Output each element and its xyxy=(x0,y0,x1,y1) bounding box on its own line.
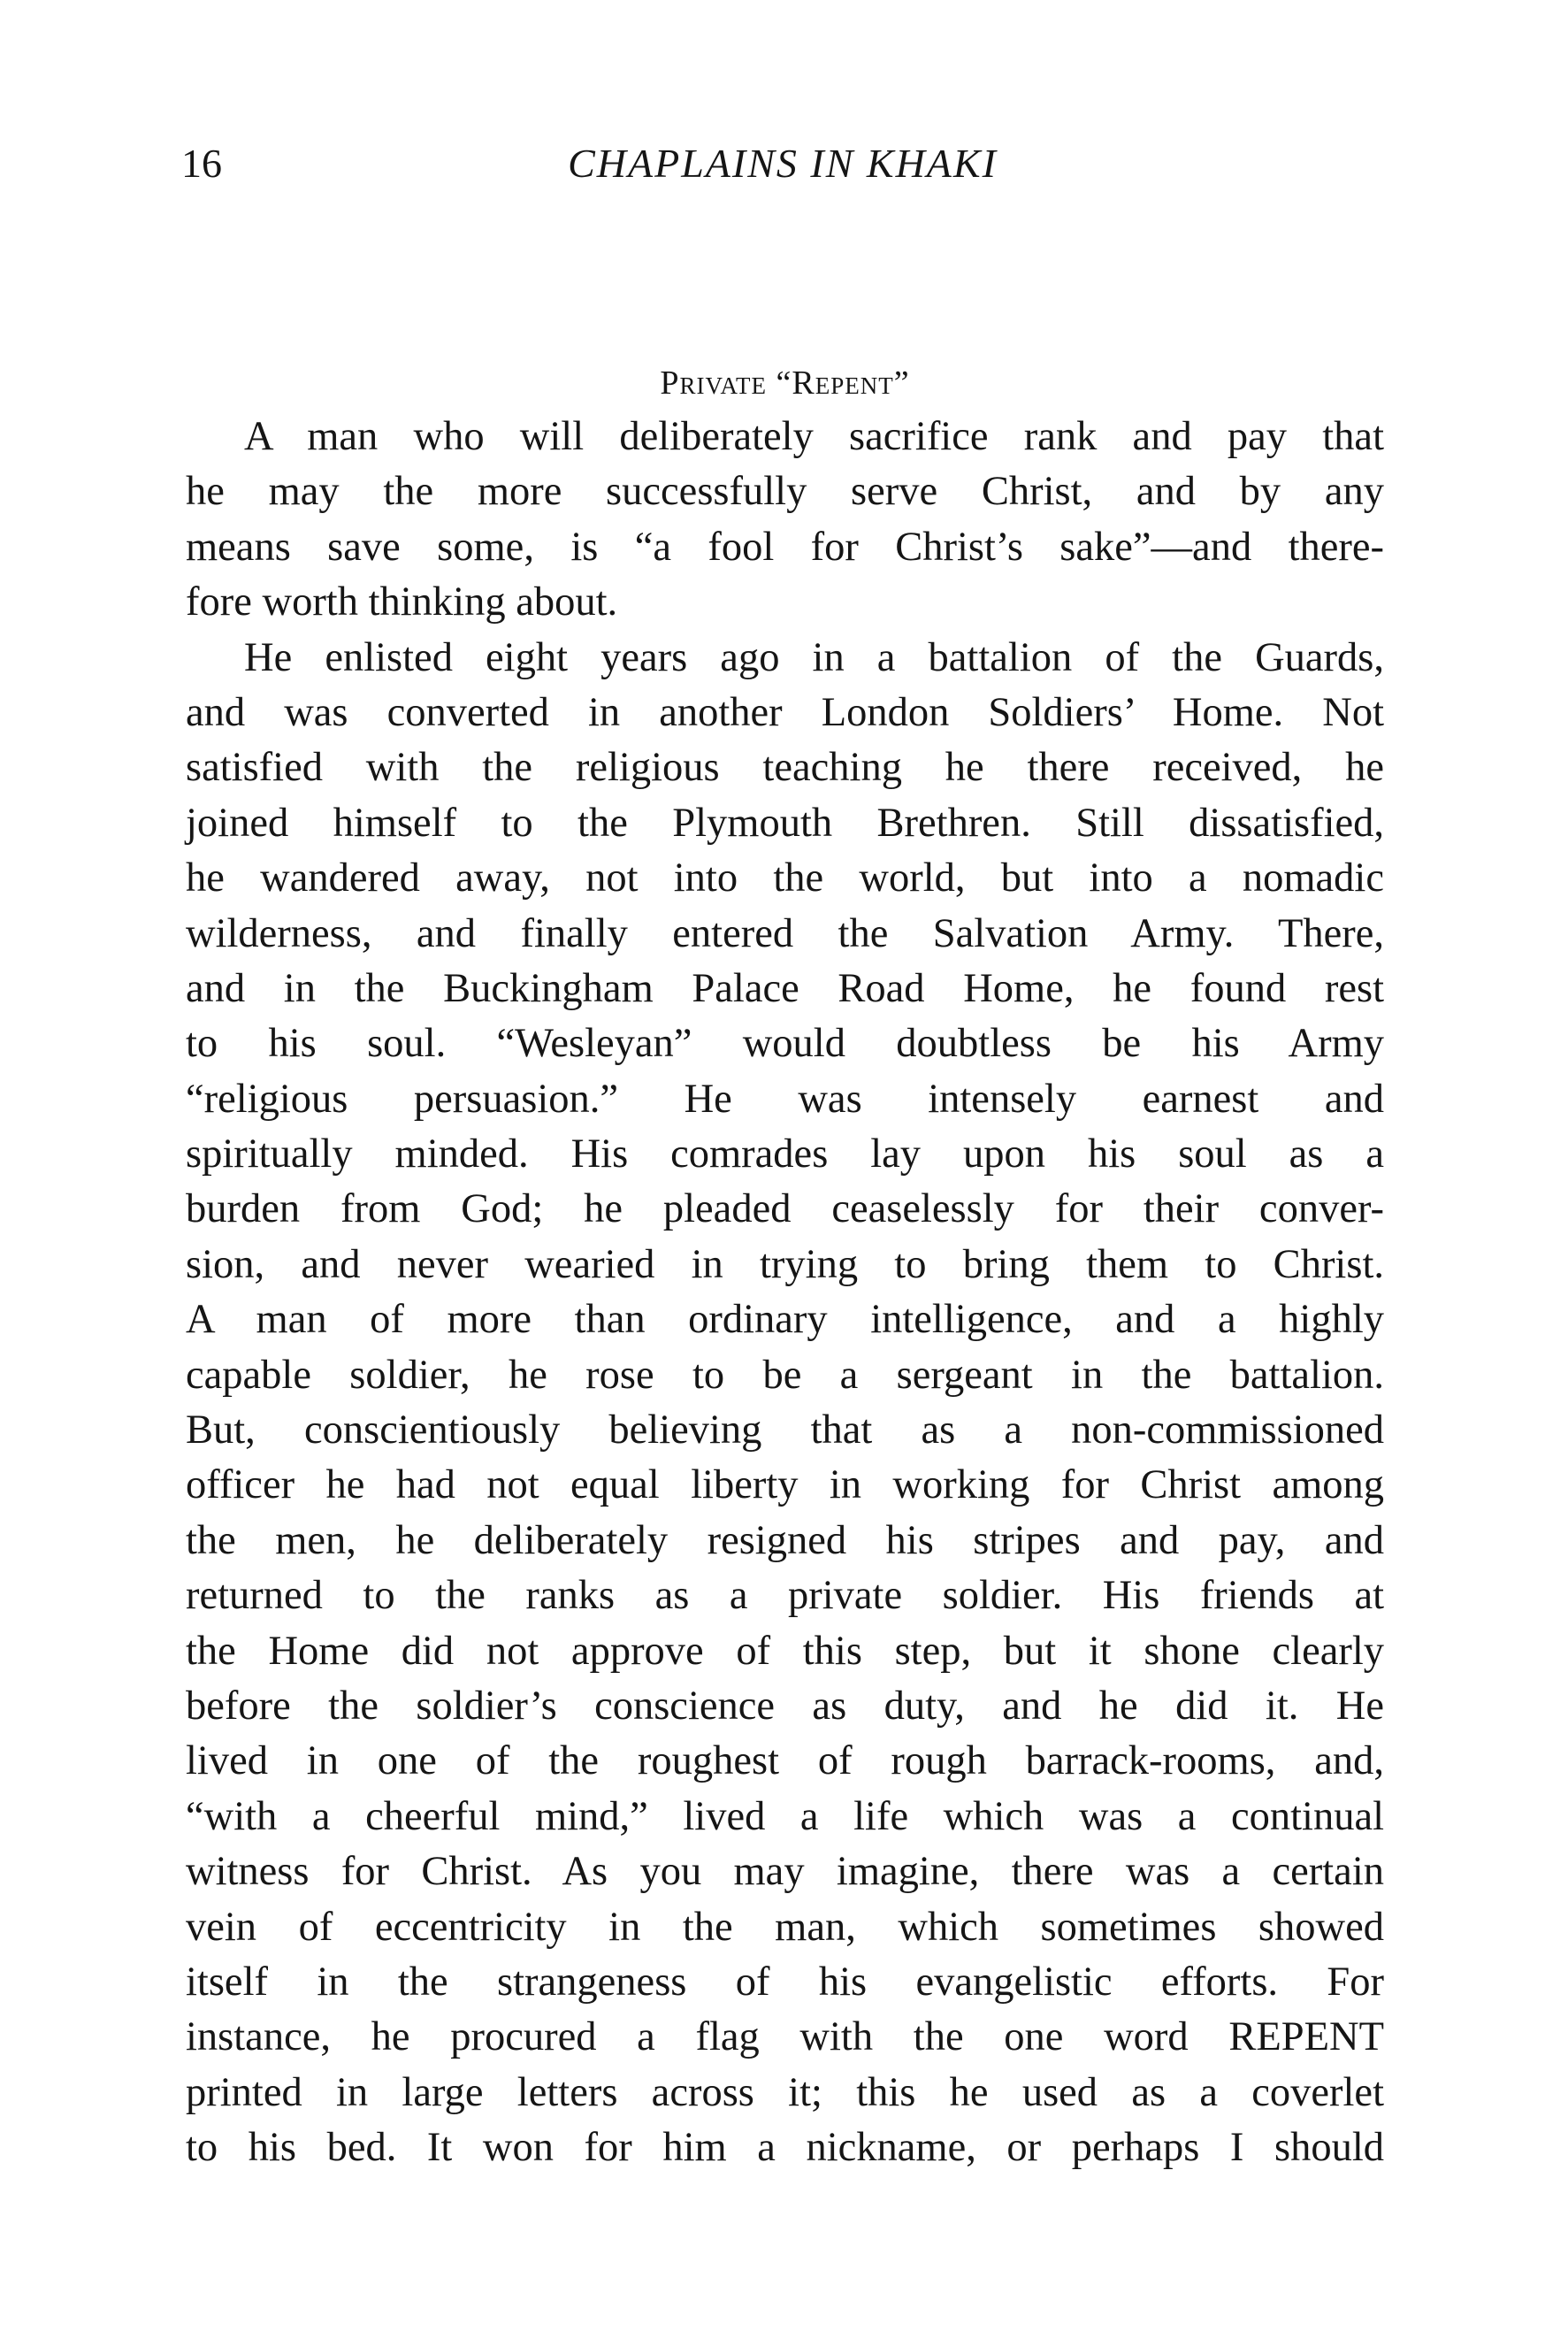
text-line: capable soldier, he rose to be a sergeant in the battalion. xyxy=(186,1352,1384,1398)
text-line: officer he had not equal liberty in working for Christ among xyxy=(186,1462,1384,1508)
text-line: He enlisted eight years ago in a battalion of the Guards, xyxy=(244,634,1384,680)
text-line: “religious persuasion.” He was intensely earnest and xyxy=(186,1076,1384,1122)
text-line: lived in one of the roughest of rough barrack-rooms, and, xyxy=(186,1738,1384,1784)
text-line: the Home did not approve of this step, but it shone clearly xyxy=(186,1628,1384,1674)
running-title: CHAPLAINS IN KHAKI xyxy=(568,141,998,186)
text-line: witness for Christ. As you may imagine, there was a certain xyxy=(186,1849,1384,1895)
text-line: he may the more successfully serve Christ, and by any xyxy=(186,469,1384,515)
text-line: satisfied with the religious teaching he there received, he xyxy=(186,745,1384,791)
text-line: spiritually minded. His comrades lay upon his soul as a xyxy=(186,1131,1384,1177)
text-line: the men, he deliberately resigned his stripes and pay, and xyxy=(186,1517,1384,1563)
paragraph xyxy=(186,631,1384,2176)
text-line: printed in large letters across it; this he used as a coverlet xyxy=(186,2069,1384,2115)
text-line: wilderness, and finally entered the Salvation Army. There, xyxy=(186,910,1384,956)
text-line: fore worth thinking about. xyxy=(186,579,618,625)
text-line: means save some, is “a fool for Christ’s sake”—and there- xyxy=(186,524,1384,570)
text-line: to his bed. It won for him a nickname, or perhaps I should xyxy=(186,2125,1384,2171)
text-line: joined himself to the Plymouth Brethren. Still dissatisfied, xyxy=(186,800,1384,846)
section-heading: Private “Repent” xyxy=(660,364,910,402)
text-line: A man who will deliberately sacrifice rank and pay that xyxy=(244,414,1384,459)
text-line: vein of eccentricity in the man, which sometimes showed xyxy=(186,1904,1384,1950)
paragraph xyxy=(186,410,1384,631)
text-line: he wandered away, not into the world, but into a nomadic xyxy=(186,855,1384,901)
text-line: before the soldier’s conscience as duty, and he did it. He xyxy=(186,1683,1384,1729)
text-line: and was converted in another London Soldiers’ Home. Not xyxy=(186,689,1384,735)
text-line: burden from God; he pleaded ceaselessly for their conver- xyxy=(186,1186,1384,1232)
page-number: 16 xyxy=(181,141,222,186)
text-line: and in the Buckingham Palace Road Home, he found rest xyxy=(186,965,1384,1011)
text-line: instance, he procured a flag with the one word REPENT xyxy=(186,2014,1384,2060)
text-line: A man of more than ordinary intelligence, and a highly xyxy=(186,1297,1384,1343)
text-line: “with a cheerful mind,” lived a life which was a continual xyxy=(186,1793,1384,1839)
text-line: But, conscientiously believing that as a non-commissioned xyxy=(186,1407,1384,1453)
text-line: itself in the strangeness of his evangelistic efforts. For xyxy=(186,1959,1384,2005)
text-line: returned to the ranks as a private soldier. His friends at xyxy=(186,1573,1384,1619)
running-head xyxy=(181,133,1384,195)
text-line: sion, and never wearied in trying to bring them to Christ. xyxy=(186,1241,1384,1287)
text-line: to his soul. “Wesleyan” would doubtless be his Army xyxy=(186,1021,1384,1067)
body-text xyxy=(186,410,1384,2176)
